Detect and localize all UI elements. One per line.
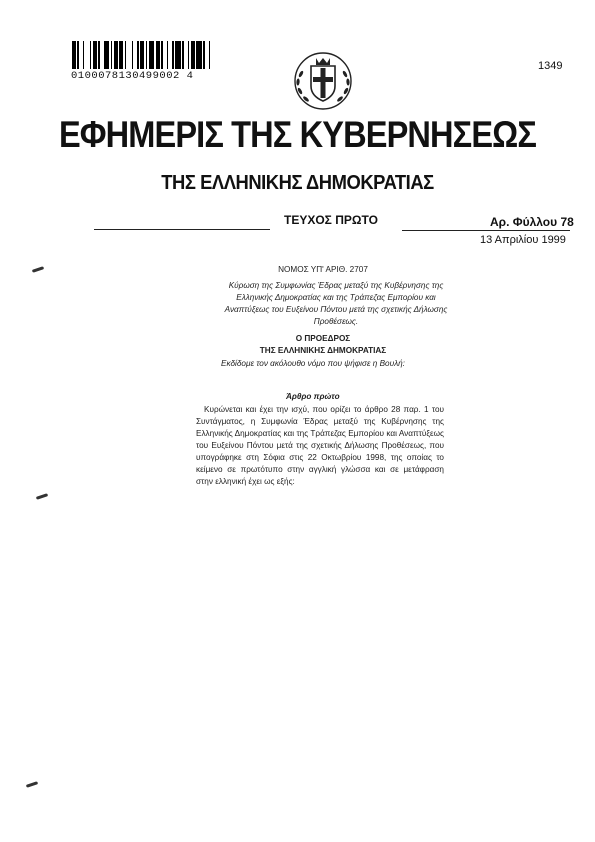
law-number: ΝΟΜΟΣ ΥΠ' ΑΡΙΘ. 2707 <box>278 265 368 274</box>
scan-mark <box>32 266 44 273</box>
barcode-bar <box>210 41 212 69</box>
article-heading: Άρθρο πρώτο <box>286 392 340 401</box>
barcode-number: 0100078130499002 4 <box>71 70 194 82</box>
president-line-1: Ο ΠΡΟΕΔΡΟΣ <box>295 334 351 343</box>
scan-mark <box>36 493 48 500</box>
divider <box>94 229 270 230</box>
president-heading <box>210 333 436 357</box>
newspaper-subtitle: ΤΗΣ ΕΛΛΗΝΙΚΗΣ ΔΗΜΟΚΡΑΤΙΑΣ <box>161 172 434 194</box>
divider <box>402 230 570 231</box>
law-description: Κύρωση της Συμφωνίας Έδρας μεταξύ της Κυβέρνησης της Ελληνικής Δημοκρατίας και της Τράπεζας Εμπορίου και Αναπτύξεως του Ευξείνου Πόντου μετά της σχετικής Δήλωσης Προθέσεως. <box>224 281 448 326</box>
hellenic-coat-of-arms-icon <box>290 46 356 112</box>
issue-date: 13 Απριλίου 1999 <box>480 234 566 246</box>
article-text: Κυρώνεται και έχει την ισχύ, που ορίζει το άρθρο 28 παρ. 1 του Συντάγματος, η Συμφωνία Έδρας μεταξύ της Κυβέρνησης της Ελληνικής Δημοκρατίας και της Τράπεζας Εμπορίου και Αναπτύξεως του Ευξείνου Πόντου μετά της σχετικής Δήλωσης Προθέσεως, που υπογράφηκε στη Σόφια στις 22 Οκτωβρίου 1998, της οποίας το κείμενο σε πρωτότυπο στην αγγλική γλώσσα και σε μετάφραση στην ελληνική έχει ως εξής: <box>196 405 444 486</box>
president-line-2: ΤΗΣ ΕΛΛΗΝΙΚΗΣ ΔΗΜΟΚΡΑΤΙΑΣ <box>259 346 387 355</box>
sheet-number: Αρ. Φύλλου 78 <box>490 215 574 229</box>
barcode <box>72 41 212 69</box>
enactment-formula: Εκδίδομε τον ακόλουθο νόμο που ψήφισε η Βουλή: <box>221 359 405 368</box>
newspaper-title: ΕΦΗΜΕΡΙΣ ΤΗΣ ΚΥΒΕΡΝΗΣΕΩΣ <box>58 114 537 155</box>
issue-label: ΤΕΥΧΟΣ ΠΡΩΤΟ <box>284 213 378 227</box>
page-number: 1349 <box>538 60 563 72</box>
scan-mark <box>26 781 38 788</box>
